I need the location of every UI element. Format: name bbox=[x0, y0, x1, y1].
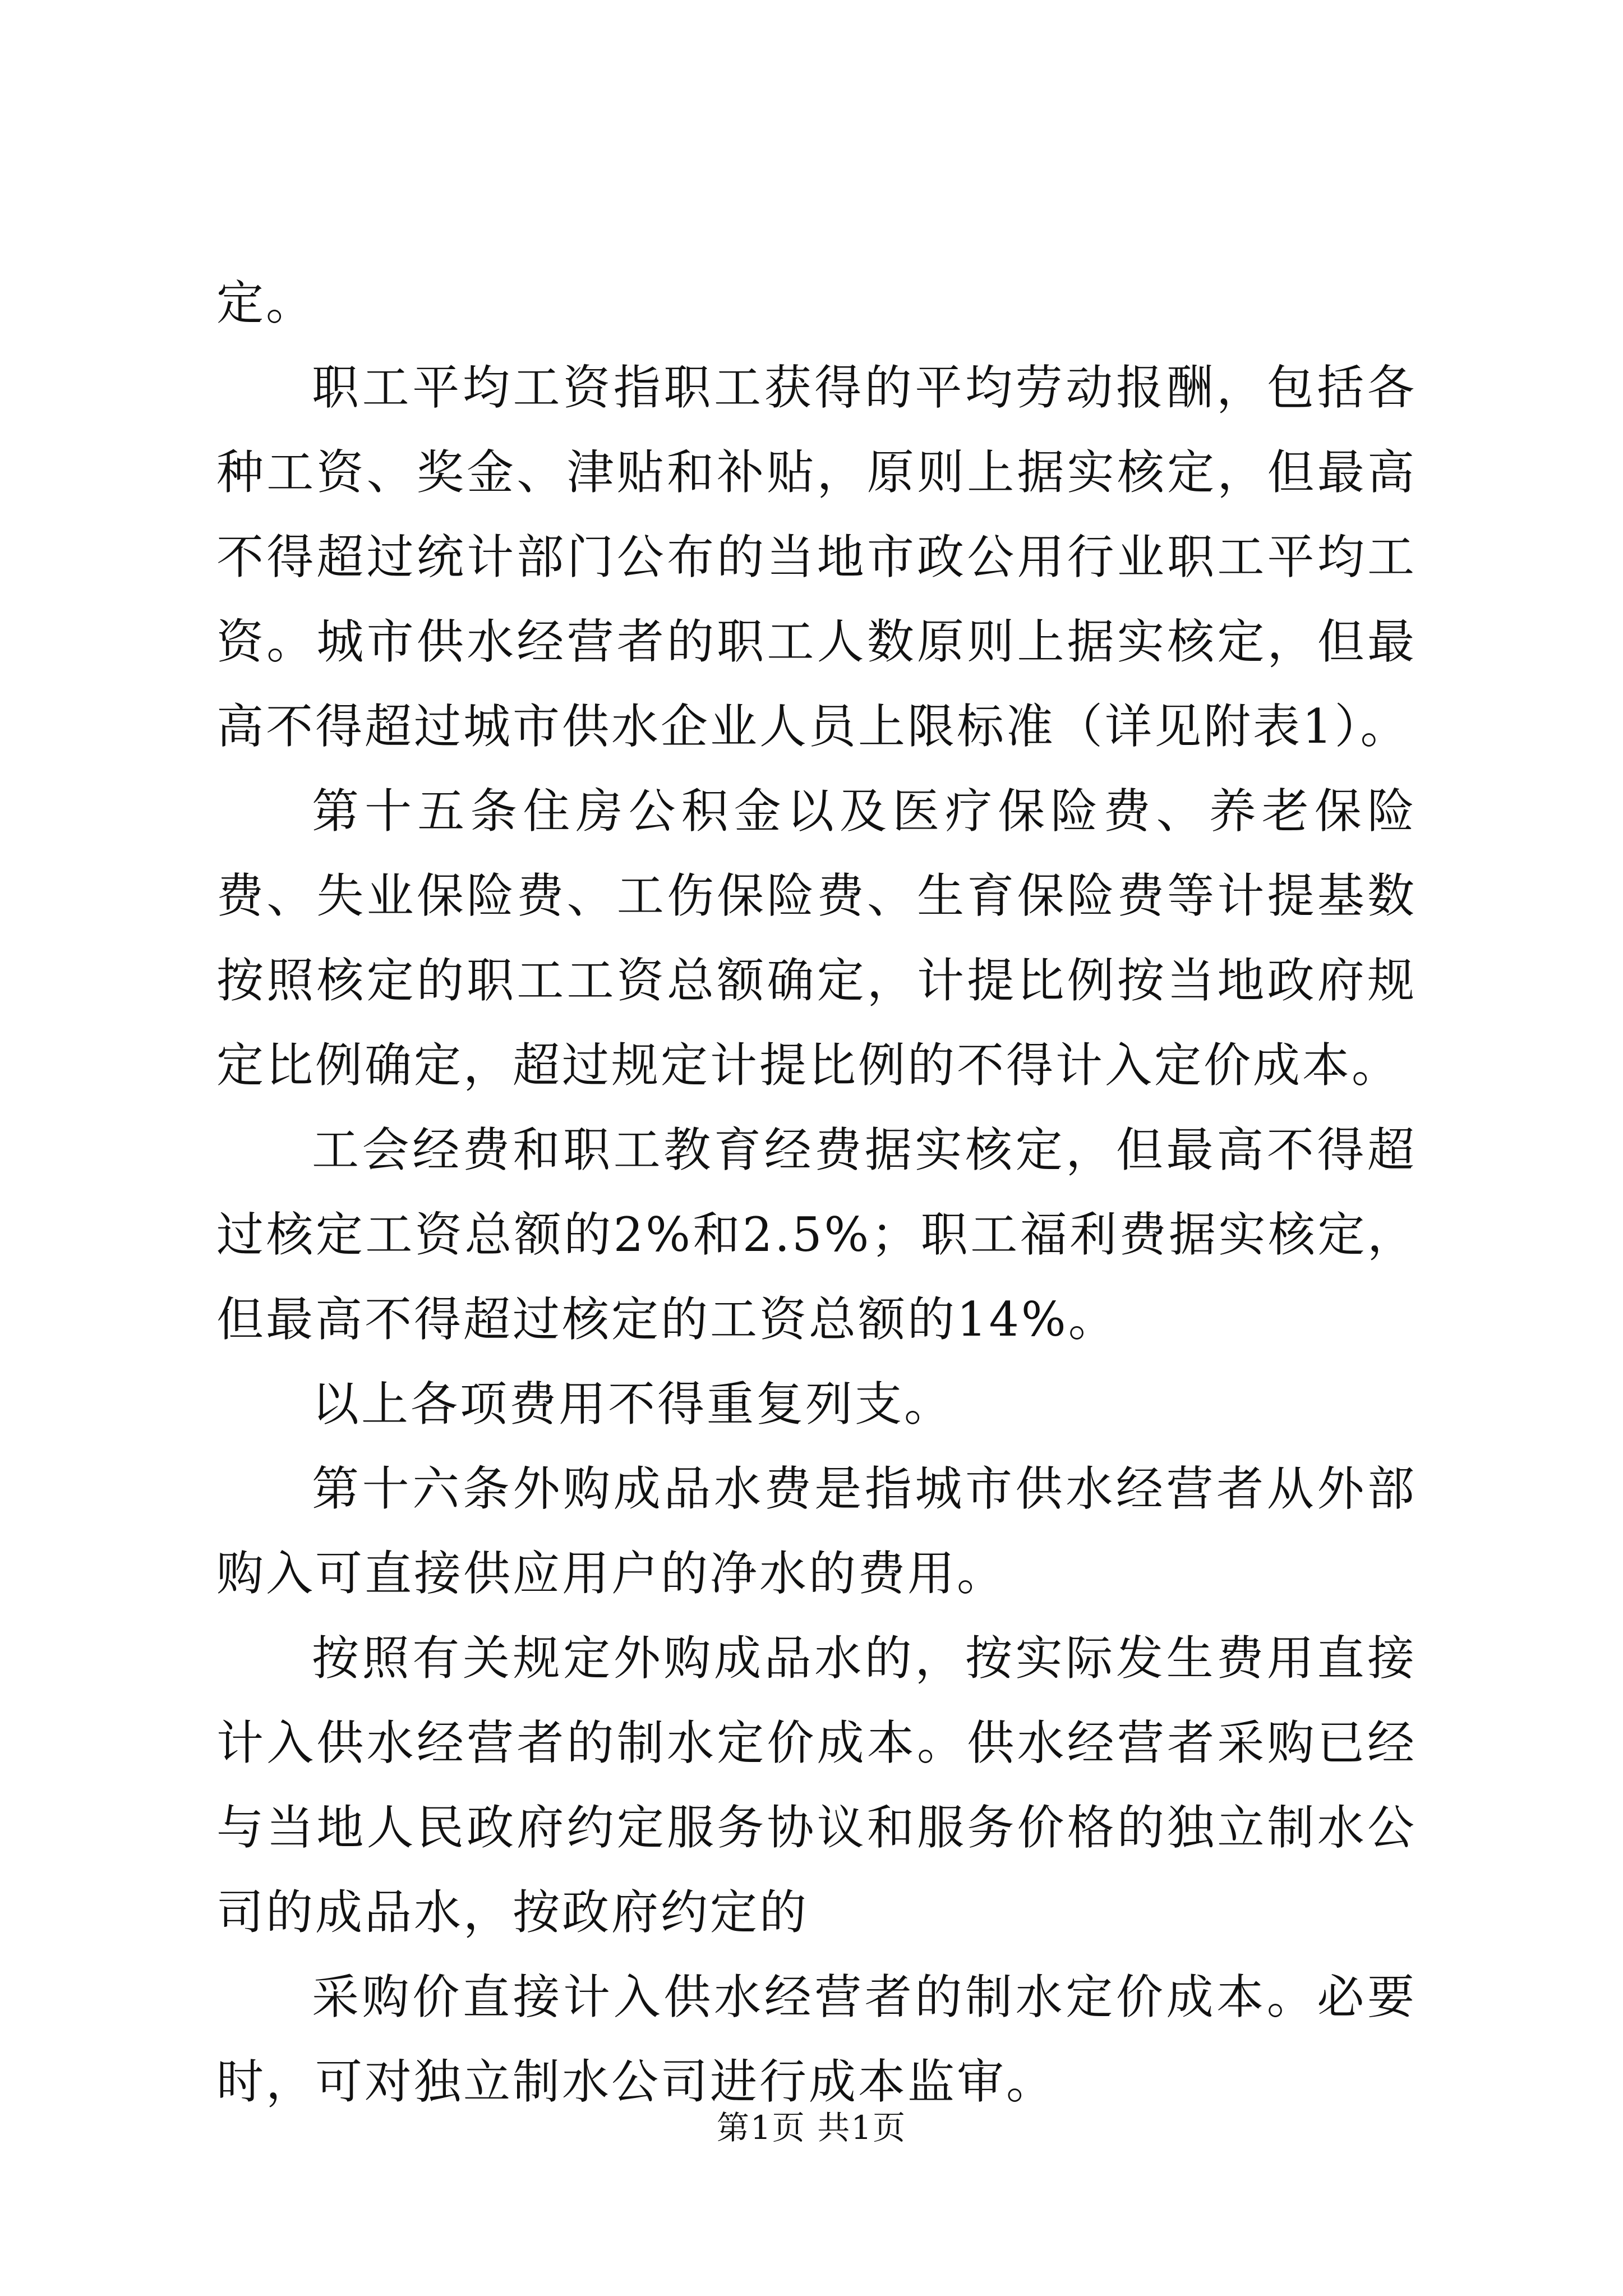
paragraph-article-15: 第十五条住房公积金以及医疗保险费、养老保险费、失业保险费、工伤保险费、生育保险费等计提基数按照核定的职工工资总额确定，计提比例按当地政府规定比例确定，超过规定计提比例的不得计入定价成本。 bbox=[216, 784, 1417, 1093]
page-number: 第1页 共1页 bbox=[716, 2109, 907, 2147]
paragraph-no-duplicate: 以上各项费用不得重复列支。 bbox=[312, 1377, 954, 1432]
paragraph-purchased-water: 按照有关规定外购成品水的，按实际发生费用直接计入供水经营者的制水定价成本。供水经营者采购已经与当地人民政府约定服务协议和服务价格的独立制水公司的成品水，按政府约定的 bbox=[216, 1631, 1417, 1940]
paragraph-union-fees: 工会经费和职工教育经费据实核定，但最高不得超过核定工资总额的2%和2.5%；职工福利费据实核定，但最高不得超过核定的工资总额的14%。 bbox=[216, 1122, 1417, 1347]
paragraph-average-wage: 职工平均工资指职工获得的平均劳动报酬，包括各种工资、奖金、津贴和补贴，原则上据实核定，但最高不得超过统计部门公布的当地市政公用行业职工平均工资。城市供水经营者的职工人数原则上据实核定，但最高不得超过城市供水企业人员上限标准（详见附表1）。 bbox=[216, 360, 1417, 754]
page-footer bbox=[0, 2108, 1623, 2147]
document-body bbox=[216, 261, 1417, 2124]
paragraph-purchase-price: 采购价直接计入供水经营者的制水定价成本。必要时，可对独立制水公司进行成本监审。 bbox=[216, 1970, 1417, 2109]
paragraph-continuation: 定。 bbox=[216, 275, 316, 330]
paragraph-article-16: 第十六条外购成品水费是指城市供水经营者从外部购入可直接供应用户的净水的费用。 bbox=[216, 1461, 1417, 1601]
